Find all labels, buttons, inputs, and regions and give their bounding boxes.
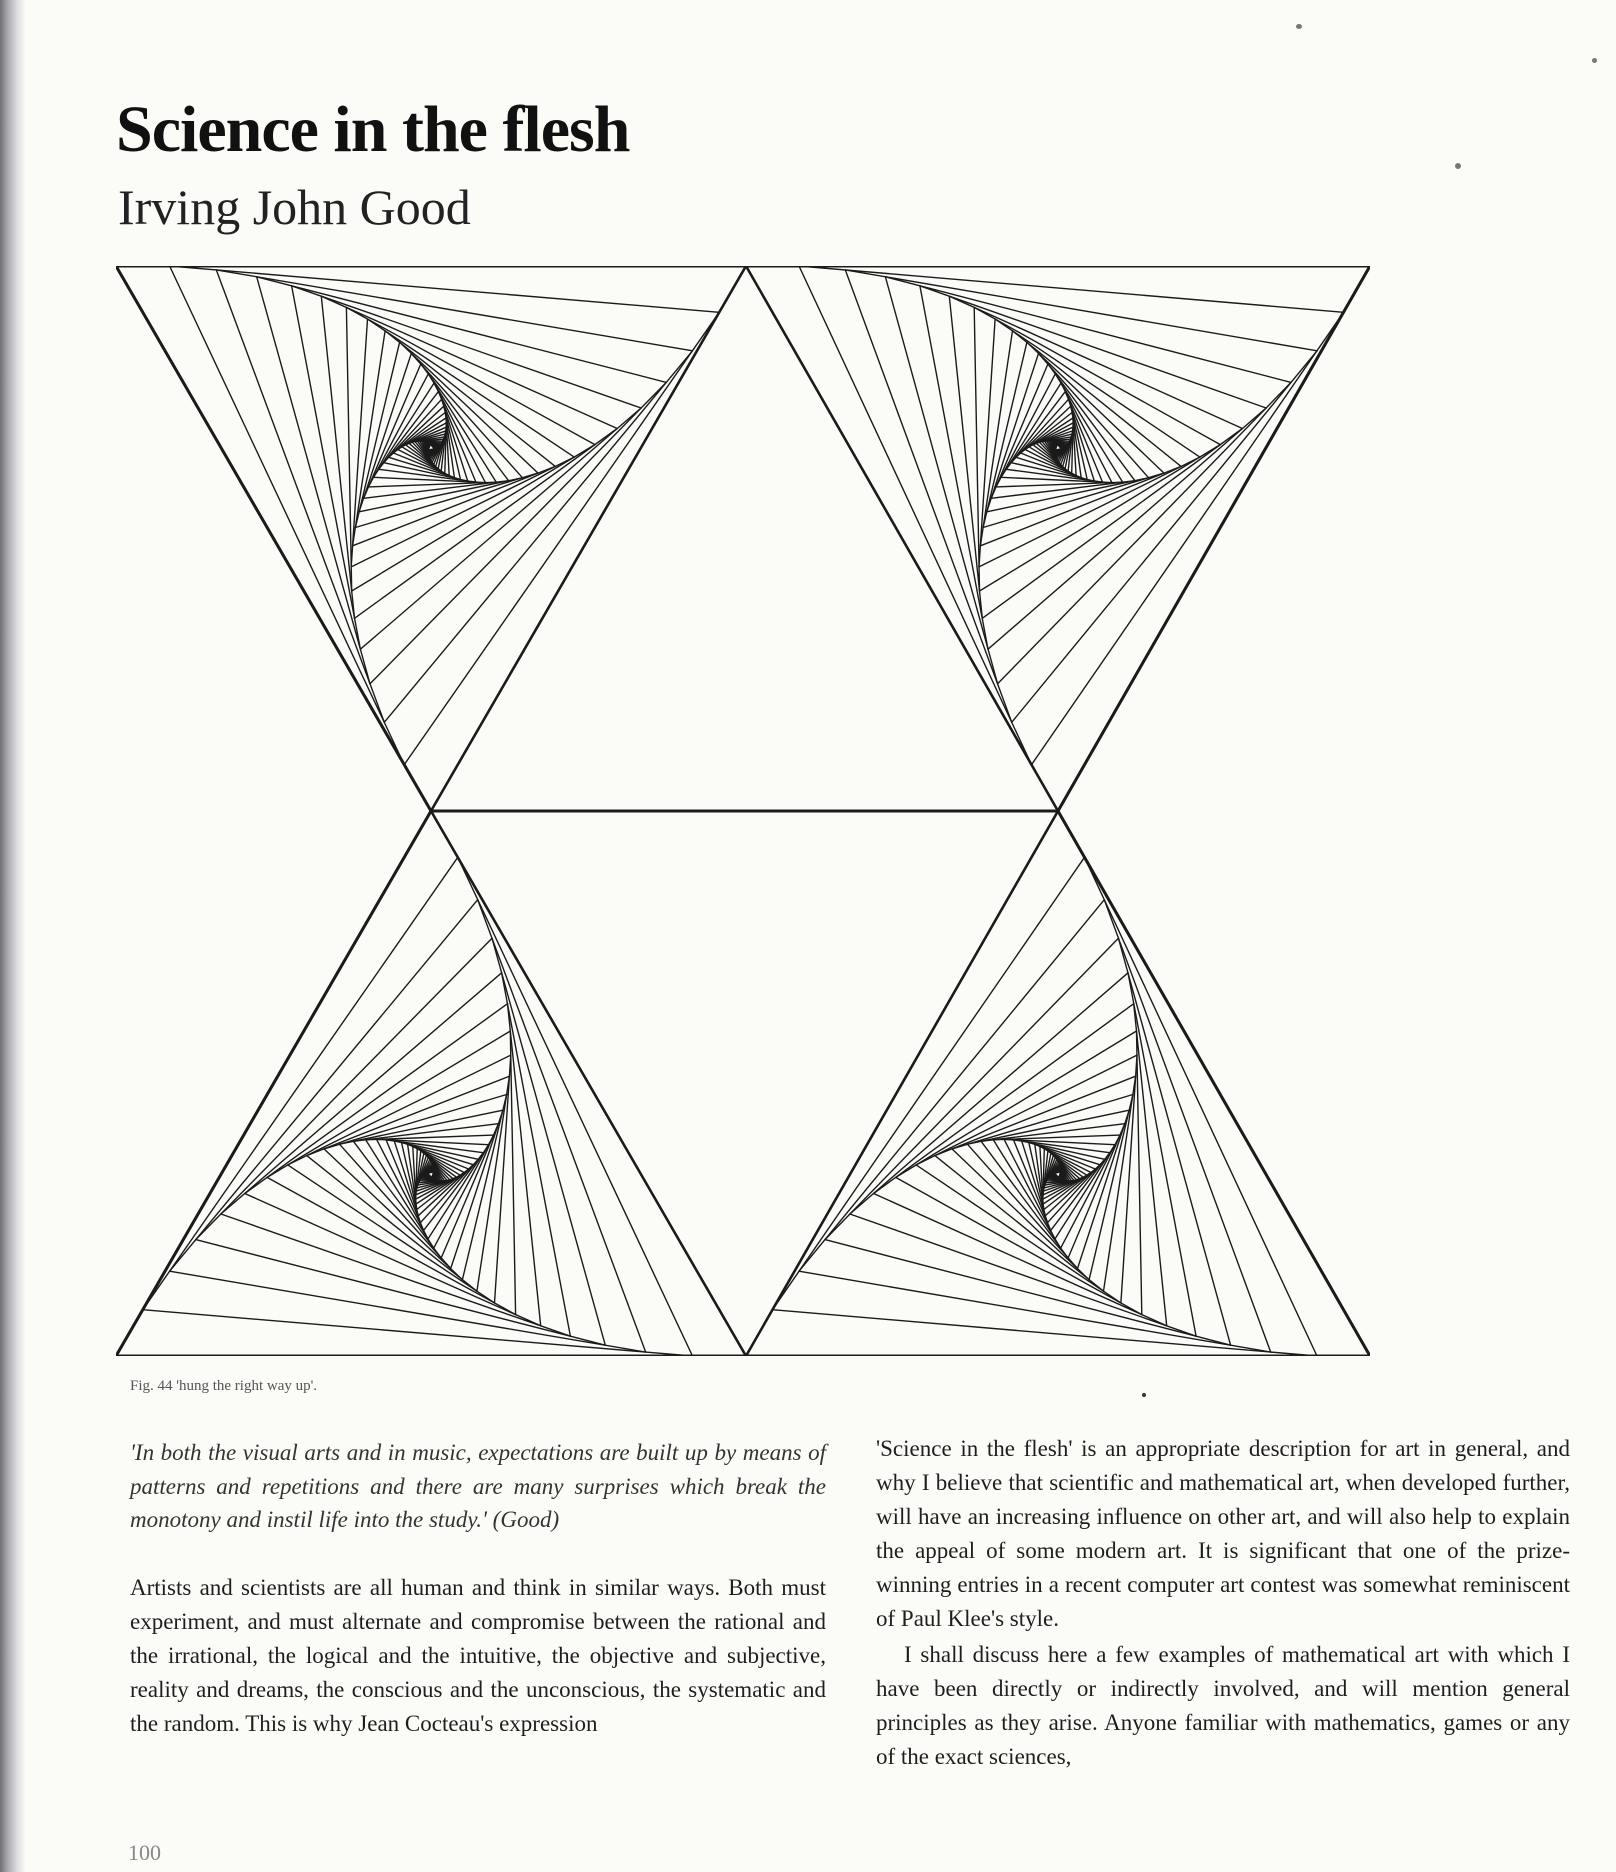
string-line	[431, 266, 746, 811]
article-title: Science in the flesh	[116, 93, 630, 166]
figure-outline	[1058, 811, 1370, 1356]
string-line	[477, 1076, 510, 1291]
string-line	[845, 270, 1317, 351]
string-line	[385, 331, 555, 467]
string-line	[998, 382, 1291, 683]
right-column	[876, 1432, 1570, 1774]
string-line	[462, 1095, 506, 1280]
string-line	[257, 277, 667, 383]
string-line	[495, 1055, 511, 1303]
string-line	[874, 1004, 1134, 1194]
string-line	[979, 457, 1200, 567]
string-line	[288, 1055, 511, 1165]
string-art-illustration	[116, 266, 1370, 1356]
string-line	[799, 900, 1104, 1271]
epigraph-quote: 'In both the visual arts and in music, expectations are built up by means of patterns and repetitions and there are many surprises which break the monotony and instil life into the study.' (Good)	[130, 1440, 826, 1532]
string-line	[982, 429, 1242, 619]
string-art-figure	[116, 266, 1370, 1356]
article-author: Irving John Good	[118, 179, 471, 235]
figure-caption: Fig. 44 'hung the right way up'.	[130, 1378, 318, 1394]
string-line	[257, 277, 370, 684]
left-body-paragraph: Artists and scientists are all human and think in similar ways. Both must experiment, and must alternate and compromise between the rational and the irrational, the logical and the intuitive, the objective and subjective, reality and dreams, the conscious and the unconscious, the systematic and the random. This is why Jean Cocteau's expression	[130, 1574, 826, 1736]
string-line	[935, 1156, 1104, 1292]
figure-outline	[116, 266, 431, 811]
string-line	[353, 331, 386, 546]
string-line	[987, 354, 1039, 512]
paper-speck	[1455, 163, 1461, 169]
string-line	[292, 286, 641, 408]
right-body-paragraph-1: 'Science in the flesh' is an appropriate description for art in general, and why I believe that scientific and mathematical art, when developed further, will have an increasing influence on other art, and will also help to explain the appeal of some modern art. It is significant that one of the prize-winning entries in a recent computer art contest was somewhat reminiscent of Paul Klee's style.	[876, 1436, 1570, 1631]
string-line	[799, 266, 1032, 765]
paper-speck	[1296, 24, 1302, 29]
string-line	[979, 319, 995, 567]
string-line	[920, 286, 1266, 408]
paper-speck	[1142, 1393, 1146, 1397]
string-line	[351, 457, 574, 567]
string-line	[1012, 351, 1317, 723]
string-line	[170, 900, 478, 1271]
string-line	[825, 1240, 1231, 1346]
string-line	[1104, 900, 1270, 1352]
string-line	[1089, 1095, 1133, 1280]
string-line	[995, 319, 1200, 457]
string-line	[221, 1214, 571, 1336]
string-line	[799, 266, 1344, 312]
string-line	[370, 382, 666, 683]
string-line	[980, 331, 1012, 546]
string-line	[431, 811, 746, 1356]
string-line	[773, 1310, 1318, 1356]
string-line	[1078, 1110, 1130, 1268]
string-line	[355, 342, 399, 527]
figure-outline	[1058, 266, 1370, 811]
string-line	[916, 1055, 1137, 1165]
string-line	[746, 266, 1058, 811]
string-line	[196, 1240, 606, 1346]
right-body-paragraph-2: I shall discuss here a few examples of mathematical art with which I have been directly or indirectly involved, and will mention general principles as they arise. Anyone familiar with mathematics, games or any of the exact sciences,	[876, 1642, 1570, 1769]
string-line	[216, 270, 692, 351]
string-line	[478, 900, 646, 1352]
string-line	[799, 1271, 1271, 1352]
string-line	[307, 1156, 477, 1292]
page-number: 100	[128, 1840, 161, 1865]
string-line	[458, 857, 693, 1356]
string-line	[885, 277, 997, 684]
string-line	[1013, 331, 1182, 467]
string-line	[196, 938, 492, 1239]
string-line	[983, 342, 1027, 527]
string-line	[170, 266, 720, 312]
string-line	[170, 1271, 646, 1352]
string-line	[170, 266, 405, 765]
string-line	[746, 811, 1058, 1356]
string-line	[368, 319, 575, 457]
string-line	[825, 938, 1118, 1239]
book-spine-shadow	[0, 0, 26, 1872]
figure-outline	[116, 811, 431, 1356]
string-line	[384, 351, 692, 723]
string-line	[451, 1110, 503, 1268]
string-line	[216, 270, 384, 722]
string-line	[351, 319, 367, 567]
string-line	[1121, 1055, 1137, 1303]
string-line	[359, 354, 411, 512]
string-line	[1118, 938, 1230, 1345]
string-line	[245, 1004, 508, 1194]
left-column	[130, 1436, 826, 1741]
string-line	[885, 277, 1291, 383]
string-line	[1104, 1076, 1136, 1291]
string-line	[1085, 857, 1318, 1356]
paper-speck	[1592, 58, 1597, 63]
string-line	[916, 1165, 1121, 1303]
string-line	[850, 1214, 1196, 1336]
string-line	[845, 270, 1011, 722]
string-line	[143, 1310, 693, 1356]
string-line	[492, 938, 605, 1345]
string-line	[355, 429, 618, 619]
string-line	[288, 1165, 495, 1303]
